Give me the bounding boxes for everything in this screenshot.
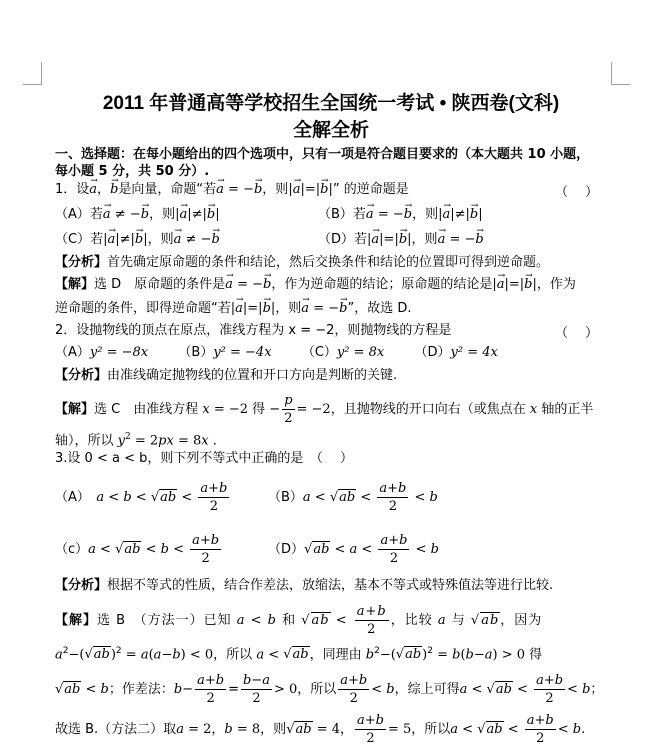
q3-solution-line1: 【解】选 B （方法一）已知 a < b 和 √ab < $\frac{a+b}{2}$ ，比较 a 与 √ab，因为 (55, 604, 543, 637)
section-heading-cont: 每小题 5 分，共 50 分）. (55, 164, 210, 179)
section-heading: 一、选择题：在每小题给出的四个选项中，只有一项是符合题目要求的（本大题共 10 小题， (55, 147, 590, 162)
q2-analysis: 【分析】由准线确定抛物线的位置和开口方向是判断的关键. (55, 368, 398, 383)
q2-solution-line2: 轴），所以 $y^2 = 2px = 8x$ . (55, 432, 217, 449)
q1-solution-line1: 【解】选 D 原命题的条件是→ a = −→ b，作为逆命题的结论；原命题的结论是|→ a|=|→ b|，作为 (55, 276, 576, 294)
answer-blank: （ ） (555, 185, 599, 200)
q2-options: （A）y² = −8x （B）y² = −4x （C）y² = 8x （D）y² = 4x (55, 345, 498, 360)
page-corner-mark (41, 62, 42, 85)
q3-option-d: （D）√ab < a < $\frac{a+b}{2}$ < b (268, 533, 439, 566)
q3-analysis: 【分析】根据不等式的性质，结合作差法，放缩法，基本不等式或特殊值法等进行比较. (55, 578, 554, 593)
q3-option-c: （c）a < √ab < b < $\frac{a+b}{2}$ (55, 533, 220, 566)
document-title: 2011 年普通高等学校招生全国统一考试 • 陕西卷(文科) (102, 93, 560, 114)
q2-solution-line1: 【解】选 C 由准线方程 x = −2 得 − $\frac{p}{2}$ = −2，且抛物线的开口向右（或焦点在 x 轴的正半 (55, 393, 594, 426)
question-1-stem: 1．设→ a，→ b是向量，命题“若→ a = −→ b，则|→ a|=|→ b|” 的逆命题是 (55, 181, 409, 199)
answer-blank: （ ） (555, 326, 599, 341)
option-a: （A）若→ a ≠ −→ b，则|→ a|≠|→ b| (55, 206, 220, 224)
document-subtitle: 全解全析 (292, 119, 369, 141)
page-corner-mark (611, 62, 612, 85)
option-c: （C）若|→ a|≠|→ b|，则→ a ≠ −→ b (55, 231, 220, 249)
option-b: （B）若→ a = −→ b，则|→ a|≠|→ b| (318, 206, 483, 224)
page-corner-mark (611, 84, 630, 85)
q1-solution-line2: 逆命题的条件，即得逆命题“若|→ a|=|→ b|，则→ a = −→ b”，故选 D. (55, 300, 411, 318)
q3-option-b: （B）a < √ab < $\frac{a+b}{2}$ < b (268, 481, 438, 514)
q3-solution-line4: 故选 B.（方法二）取a = 2，b = 8，则√ab = 4， $\frac{a+b}{2}$ = 5，所以a < √ab < $\frac{a+b}{2}$ < b. (55, 713, 586, 746)
q3-option-a: （A） a < b < √ab < $\frac{a+b}{2}$ (55, 481, 228, 514)
q1-analysis: 【分析】首先确定原命题的条件和结论，然后交换条件和结论的位置即可得到逆命题。 (55, 255, 550, 270)
question-2-stem: 2．设抛物线的顶点在原点，准线方程为 x = −2，则抛物线的方程是 (55, 323, 452, 338)
q3-solution-line2: $a^2-(√ab)^2 = a(a-b) < 0$，所以 a < √ab，同理由 $b^2-(√ab)^2 = b(b-a) > 0$ 得 (55, 646, 543, 663)
question-3-stem: 3.设 0 < a < b，则下列不等式中正确的是 （ ） (55, 451, 353, 466)
option-d: （D）若|→ a|=|→ b|，则→ a = −→ b (318, 231, 484, 249)
q3-solution-line3: √ab < b；作差法：b− $\frac{a+b}{2}$ = $\frac{b-a}{2}$ > 0，所以 $\frac{a+b}{2}$ < b，综上可得a < √ab < $\frac{a+b}{2}$ < b； (55, 673, 604, 706)
page-corner-mark (23, 84, 42, 85)
